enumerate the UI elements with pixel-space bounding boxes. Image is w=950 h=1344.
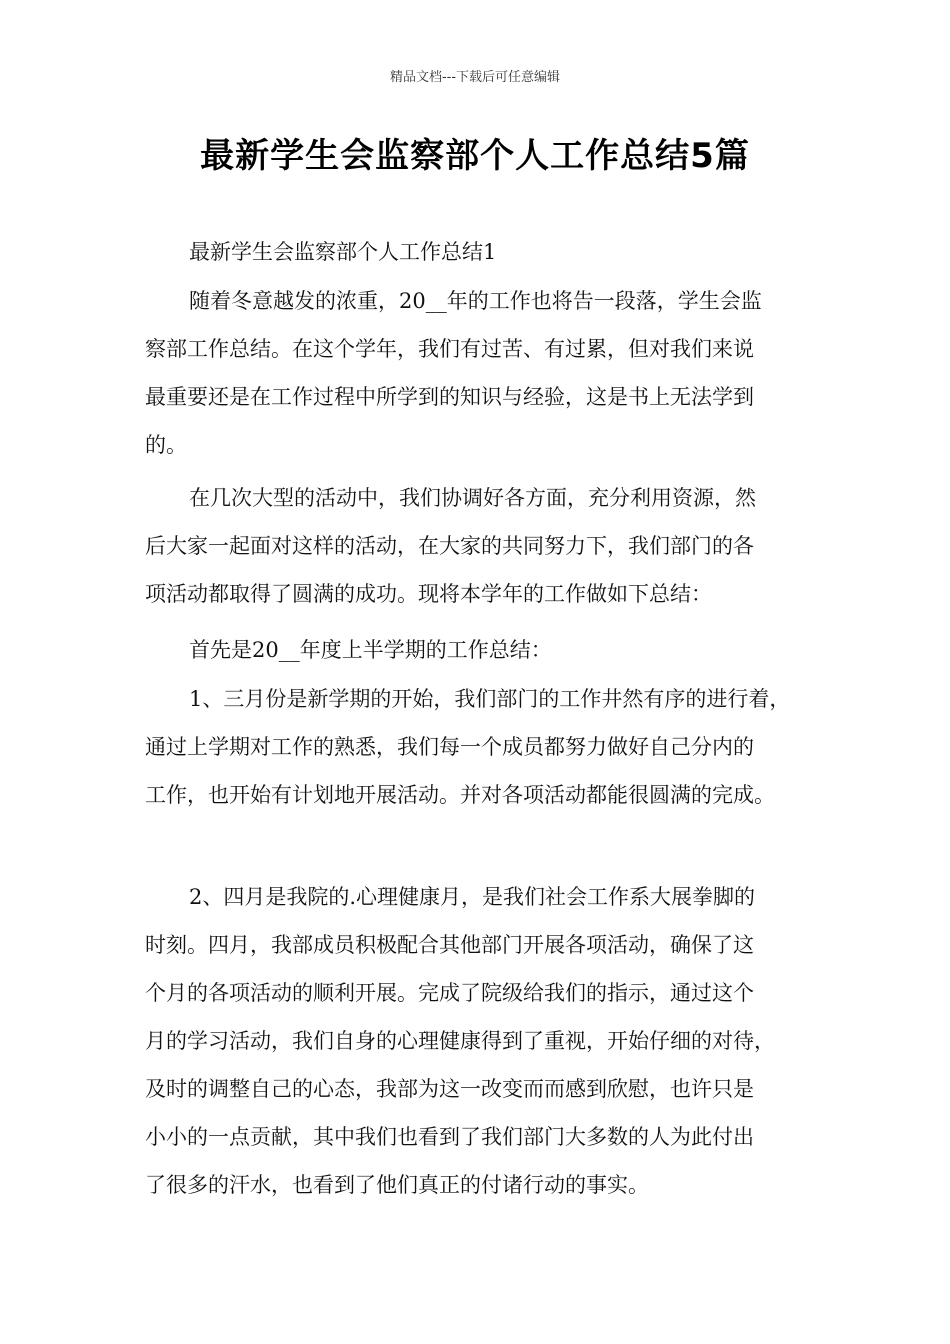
paragraph-line: 随着冬意越发的浓重，20__年的工作也将告一段落，学生会监: [189, 289, 762, 313]
paragraph-line: 项活动都取得了圆满的成功。现将本学年的工作做如下总结：: [145, 582, 712, 606]
paragraph-line: 月的学习活动，我们自身的心理健康得到了重视，开始仔细的对待，: [145, 1029, 775, 1053]
paragraph-line: 首先是20__年度上半学期的工作总结：: [189, 638, 552, 662]
paragraph-line: 个月的各项活动的顺利开展。完成了院级给我们的指示，通过这个: [145, 981, 754, 1005]
paragraph-line: 小小的一点贡献，其中我们也看到了我们部门大多数的人为此付出: [145, 1125, 754, 1149]
header-note: 精品文档---下载后可任意编辑: [389, 70, 561, 85]
paragraph-line: 工作，也开始有计划地开展活动。并对各项活动都能很圆满的完成。: [145, 783, 775, 807]
paragraph-1: [145, 277, 835, 469]
paragraph-3: [145, 626, 835, 674]
paragraph-line: 了很多的汗水，也看到了他们真正的付诸行动的事实。: [145, 1173, 649, 1197]
paragraph-line: 通过上学期对工作的熟悉，我们每一个成员都努力做好自己分内的: [145, 735, 754, 759]
paragraph-line: 及时的调整自己的心态，我部为这一改变而而感到欣慰，也许只是: [145, 1077, 754, 1101]
paragraph-line: 最重要还是在工作过程中所学到的知识与经验，这是书上无法学到: [145, 385, 754, 409]
document-title: 最新学生会监察部个人工作总结5篇: [200, 136, 750, 176]
paragraph-line: 最新学生会监察部个人工作总结1: [189, 240, 497, 264]
paragraph-4: [145, 675, 835, 819]
paragraph-line: 时刻。四月，我部成员积极配合其他部门开展各项活动，确保了这: [145, 933, 754, 957]
paragraph-line: 后大家一起面对这样的活动，在大家的共同努力下，我们部门的各: [145, 534, 754, 558]
paragraph-line: 察部工作总结。在这个学年，我们有过苦、有过累，但对我们来说: [145, 337, 754, 361]
section-subtitle: [145, 228, 835, 276]
paragraph-5: [145, 873, 835, 1209]
paragraph-2: [145, 474, 835, 618]
paragraph-line: 1、三月份是新学期的开始，我们部门的工作井然有序的进行着，: [189, 687, 791, 711]
paragraph-line: 在几次大型的活动中，我们协调好各方面，充分利用资源，然: [189, 486, 756, 510]
paragraph-line: 2、四月是我院的.心理健康月，是我们社会工作系大展拳脚的: [189, 885, 756, 909]
paragraph-line: 的。: [145, 433, 187, 457]
